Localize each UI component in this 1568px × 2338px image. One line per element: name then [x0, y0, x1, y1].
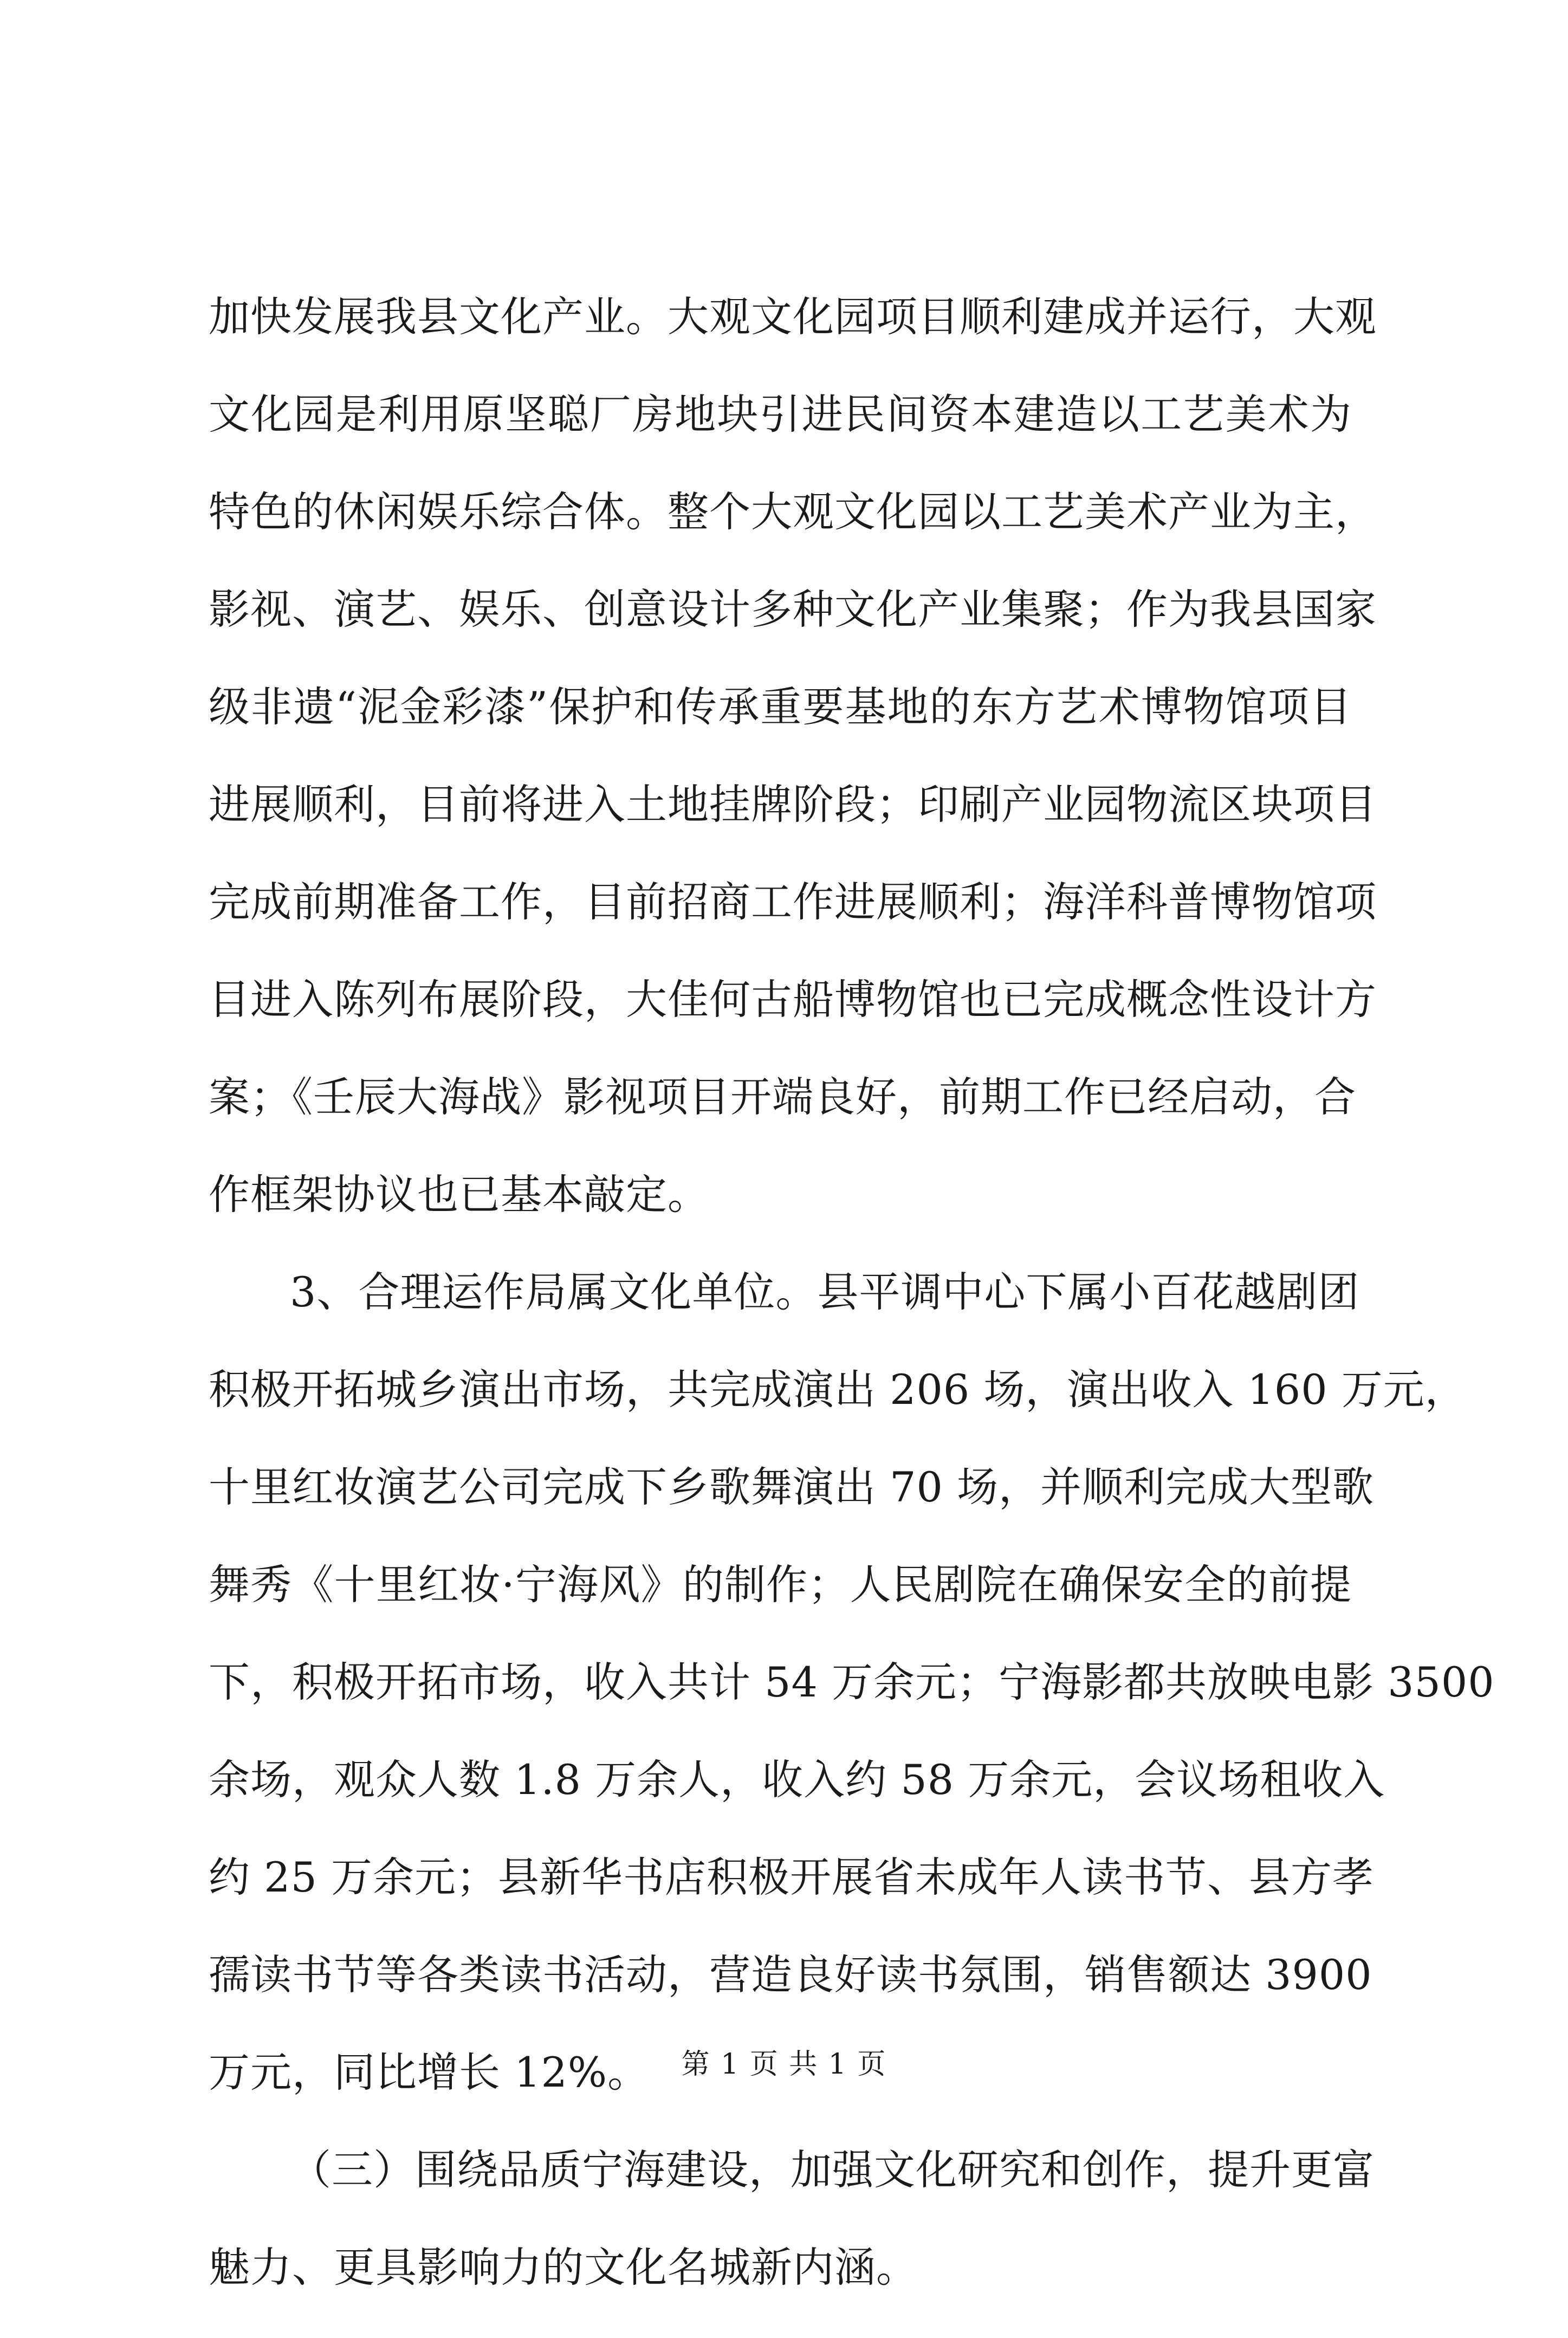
- paragraph-heading-line: 3、合理运作局属文化单位。县平调中心下属小百花越剧团: [290, 1268, 1360, 1316]
- text-line: 级非遗“泥金彩漆”保护和传承重要基地的东方艺术博物馆项目: [209, 683, 1352, 731]
- text-line: 作框架协议也已基本敲定。: [209, 1170, 709, 1219]
- text-line: 案；《壬辰大海战》影视项目开端良好，前期工作已经启动，合: [209, 1073, 1356, 1121]
- text-line: 进展顺利，目前将进入土地挂牌阶段；印刷产业园物流区块项目: [209, 780, 1377, 828]
- page-number-footer: 第 1 页 共 1 页: [681, 2048, 887, 2081]
- text-line: 加快发展我县文化产业。大观文化园项目顺利建成并运行，大观: [209, 293, 1377, 341]
- text-line: 孺读书节等各类读书活动，营造良好读书氛围，销售额达 3900: [209, 1951, 1372, 1999]
- text-line: 特色的休闲娱乐综合体。整个大观文化园以工艺美术产业为主，: [209, 488, 1377, 536]
- section-heading-line: 魅力、更具影响力的文化名城新内涵。: [209, 2243, 918, 2291]
- text-line: 文化园是利用原坚聪厂房地块引进民间资本建造以工艺美术为: [209, 390, 1352, 438]
- text-line: 约 25 万余元；县新华书店积极开展省未成年人读书节、县方孝: [209, 1853, 1375, 1901]
- text-line: 影视、演艺、娱乐、创意设计多种文化产业集聚；作为我县国家: [209, 585, 1377, 633]
- text-line: 余场，观众人数 1.8 万余人，收入约 58 万余元，会议场租收入: [209, 1756, 1385, 1804]
- text-line: 十里红妆演艺公司完成下乡歌舞演出 70 场，并顺利完成大型歌: [209, 1463, 1375, 1511]
- section-heading-line: （三）围绕品质宁海建设，加强文化研究和创作，提升更富: [290, 2146, 1375, 2194]
- text-line: 积极开拓城乡演出市场，共完成演出 206 场，演出收入 160 万元，: [209, 1365, 1467, 1414]
- text-line: 舞秀《十里红妆·宁海风》的制作；人民剧院在确保安全的前提: [209, 1560, 1352, 1609]
- text-line: 完成前期准备工作，目前招商工作进展顺利；海洋科普博物馆项: [209, 878, 1377, 926]
- text-line: 下，积极开拓市场，收入共计 54 万余元；宁海影都共放映电影 3500: [209, 1658, 1495, 1706]
- text-line: 万元，同比增长 12%。: [209, 2048, 650, 2096]
- text-line: 目进入陈列布展阶段，大佳何古船博物馆也已完成概念性设计方: [209, 975, 1377, 1024]
- document-body: [209, 290, 1495, 2338]
